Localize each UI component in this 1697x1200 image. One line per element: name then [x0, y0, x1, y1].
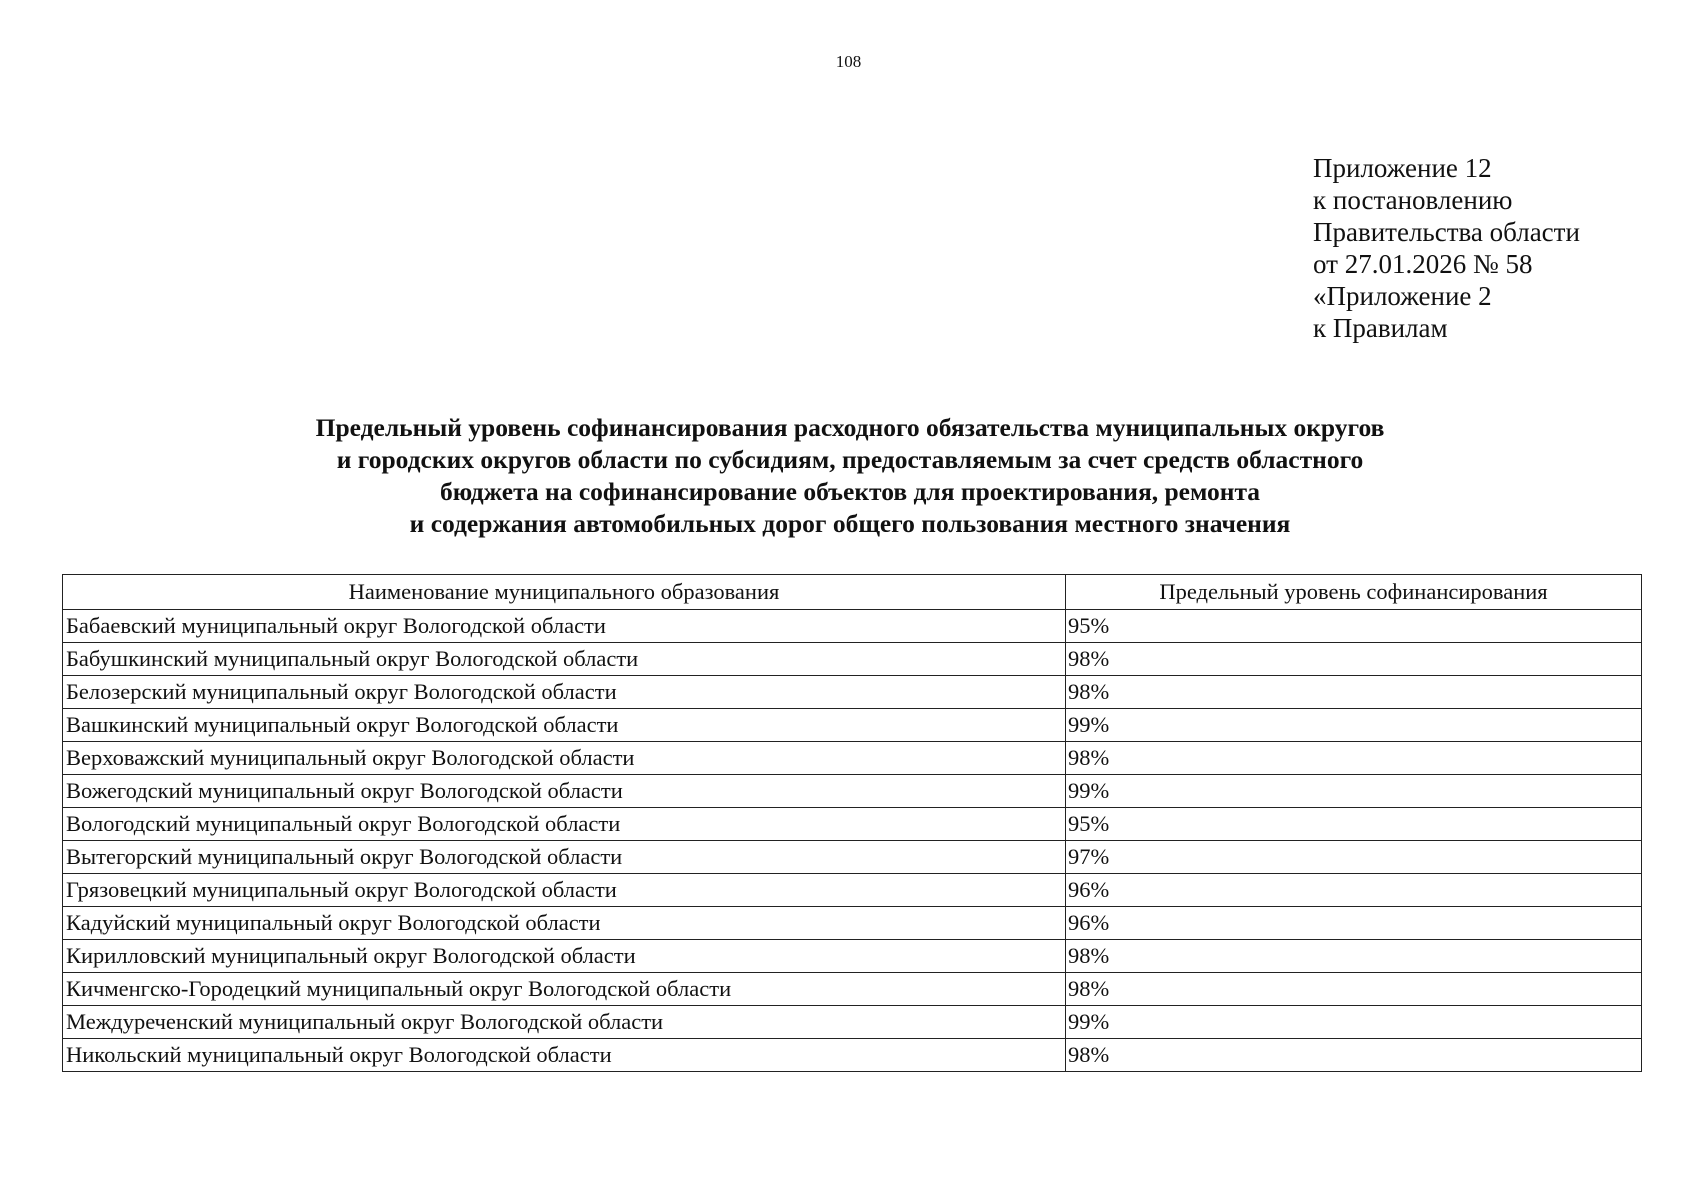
municipality-name-cell: Вытегорский муниципальный округ Вологодской области: [63, 841, 1066, 874]
page-number: 108: [835, 52, 862, 71]
municipality-name-cell: Кирилловский муниципальный округ Вологодской области: [63, 940, 1066, 973]
table-row: [63, 676, 1642, 709]
municipality-name-cell: Верховажский муниципальный округ Вологодской области: [63, 742, 1066, 775]
cofinancing-level-cell: 98%: [1066, 973, 1642, 1006]
table-row: [63, 1039, 1642, 1072]
table-body: [63, 610, 1642, 1072]
municipality-name-cell: Бабушкинский муниципальный округ Вологодской области: [63, 643, 1066, 676]
municipality-name-cell: Вожегодский муниципальный округ Вологодской области: [63, 775, 1066, 808]
appendix-line: к постановлению: [1313, 185, 1513, 215]
appendix-line: от 27.01.2026 № 58: [1313, 249, 1533, 279]
municipality-name-cell: Междуреченский муниципальный округ Вологодской области: [63, 1006, 1066, 1039]
table-row: [63, 874, 1642, 907]
table-row: [63, 973, 1642, 1006]
title-line: Предельный уровень софинансирования расходного обязательства муниципальных округов: [315, 413, 1385, 442]
appendix-line: к Правилам: [1313, 313, 1448, 343]
table-row: [63, 841, 1642, 874]
table-row: [63, 940, 1642, 973]
municipality-name-cell: Кичменгско-Городецкий муниципальный округ Вологодской области: [63, 973, 1066, 1006]
municipality-name-cell: Никольский муниципальный округ Вологодской области: [63, 1039, 1066, 1072]
header-municipality: Наименование муниципального образования: [63, 575, 1066, 610]
table-row: [63, 742, 1642, 775]
municipality-name-cell: Вашкинский муниципальный округ Вологодской области: [63, 709, 1066, 742]
cofinancing-level-cell: 98%: [1066, 940, 1642, 973]
cofinancing-level-cell: 99%: [1066, 709, 1642, 742]
table-row: [63, 610, 1642, 643]
table-row: [63, 808, 1642, 841]
cofinancing-level-cell: 98%: [1066, 1039, 1642, 1072]
cofinancing-level-cell: 99%: [1066, 775, 1642, 808]
title-line: и городских округов области по субсидиям, предоставляемым за счет средств областного: [336, 445, 1364, 474]
table-row: [63, 907, 1642, 940]
municipality-name-cell: Вологодский муниципальный округ Вологодской области: [63, 808, 1066, 841]
document-title: [160, 412, 1540, 540]
municipality-name-cell: Белозерский муниципальный округ Вологодской области: [63, 676, 1066, 709]
cofinancing-level-cell: 96%: [1066, 874, 1642, 907]
cofinancing-level-cell: 95%: [1066, 808, 1642, 841]
cofinancing-level-cell: 97%: [1066, 841, 1642, 874]
appendix-line: Правительства области: [1313, 217, 1580, 247]
table-row: [63, 1006, 1642, 1039]
title-line: бюджета на софинансирование объектов для проектирования, ремонта: [439, 477, 1261, 506]
title-line: и содержания автомобильных дорог общего пользования местного значения: [409, 509, 1291, 538]
cofinancing-level-cell: 95%: [1066, 610, 1642, 643]
cofinancing-level-cell: 99%: [1066, 1006, 1642, 1039]
cofinancing-table: [62, 574, 1642, 1072]
table-row: [63, 775, 1642, 808]
cofinancing-level-cell: 96%: [1066, 907, 1642, 940]
municipality-name-cell: Грязовецкий муниципальный округ Вологодской области: [63, 874, 1066, 907]
appendix-line: «Приложение 2: [1313, 281, 1492, 311]
header-cofinancing-level: Предельный уровень софинансирования: [1066, 575, 1642, 610]
cofinancing-level-cell: 98%: [1066, 742, 1642, 775]
municipality-name-cell: Бабаевский муниципальный округ Вологодской области: [63, 610, 1066, 643]
table-row: [63, 709, 1642, 742]
appendix-line: Приложение 12: [1313, 153, 1492, 183]
cofinancing-level-cell: 98%: [1066, 676, 1642, 709]
table-header-row: [63, 575, 1642, 610]
municipality-name-cell: Кадуйский муниципальный округ Вологодской области: [63, 907, 1066, 940]
cofinancing-level-cell: 98%: [1066, 643, 1642, 676]
table-row: [63, 643, 1642, 676]
appendix-block: [1313, 152, 1580, 344]
